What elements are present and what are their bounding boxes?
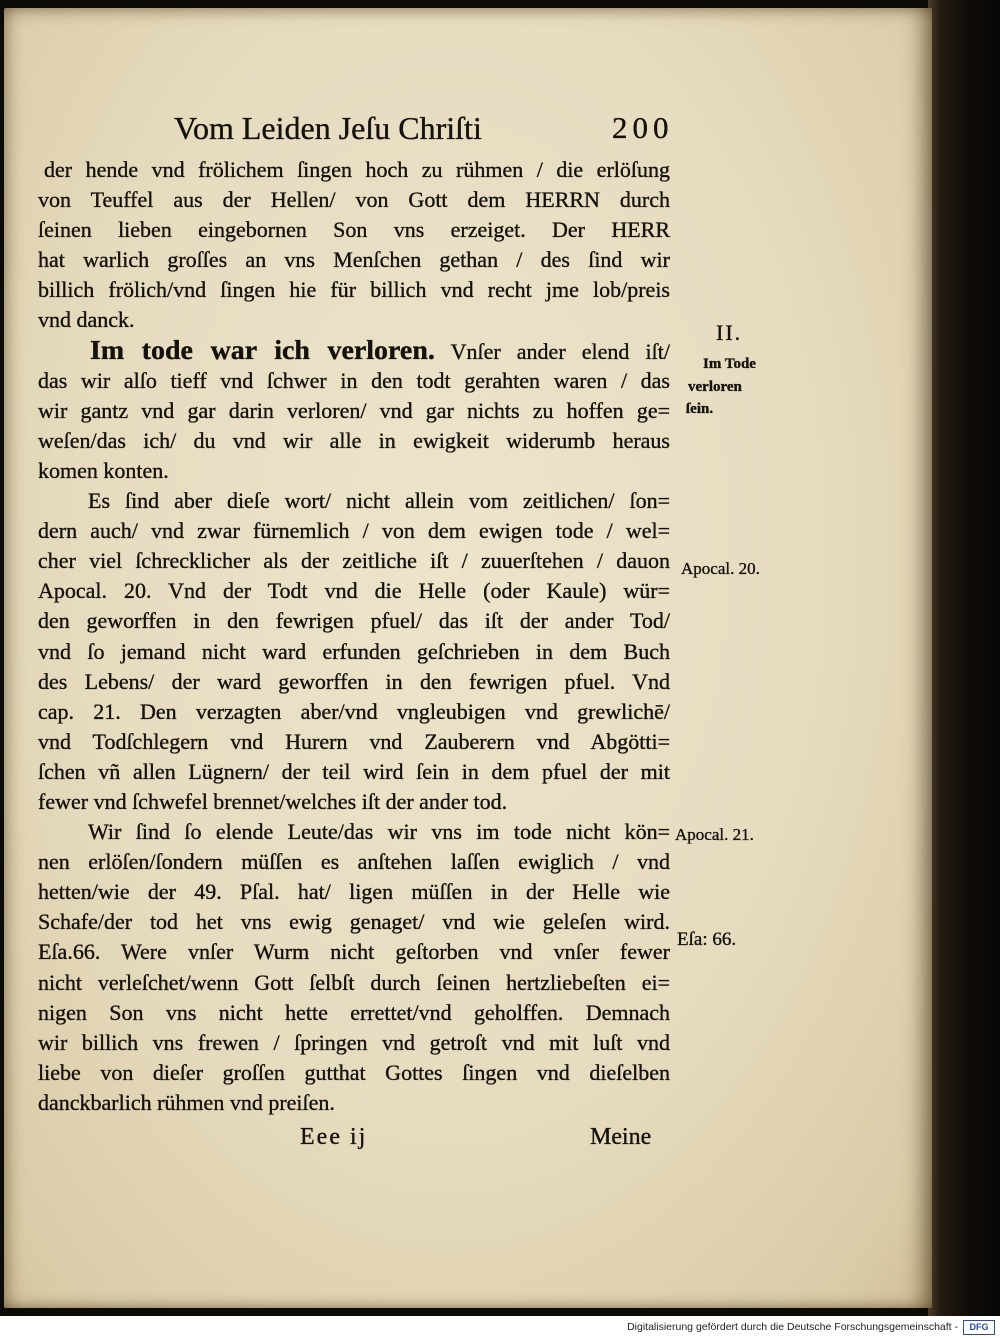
text-line: den geworffen in den fewrigen pfuel/ das iſt der ander Tod/ <box>38 608 670 634</box>
text-line: das wir alſo tieff vnd ſchwer in den todt gerahten waren / das <box>38 367 670 393</box>
digitization-footer <box>0 1316 1000 1338</box>
margin-note-line: verloren <box>688 379 742 395</box>
section-heading: Im tode war ich verloren. <box>90 334 435 366</box>
page-number: 200 <box>612 110 674 145</box>
text-line: fewer vnd ſchwefel brennet/welches iſt der ander tod. <box>38 788 508 814</box>
text-line: hat warlich groſſes an vns Menſchen gethan / des ſind wir <box>38 247 670 273</box>
text-line: liebe von dieſer groſſen gutthat Gottes ſingen vnd dieſelben <box>38 1059 670 1085</box>
text-line: des Lebens/ der ward geworffen in den fewrigen pfuel. Vnd <box>38 668 670 694</box>
text-line: Apocal. 20. Vnd der Todt vnd die Helle (oder Kaule) wür= <box>38 578 670 604</box>
text-line: wir gantz vnd gar darin verloren/ vnd gar nichts zu hoffen ge= <box>38 397 670 423</box>
text-line <box>38 336 670 366</box>
body-text <box>38 155 670 1118</box>
text-line: von Teuffel aus der Hellen/ von Gott dem HERRN durch <box>38 187 670 213</box>
scanner-bed-edge <box>928 0 1000 1316</box>
text-line: vnd Todſchlegern vnd Hurern vnd Zauberern vnd Abgötti= <box>38 728 670 754</box>
text-line: vnd danck. <box>38 307 135 333</box>
text-line: ſchen vñ allen Lügnern/ der teil wird ſein in dem pfuel der mit <box>38 758 670 784</box>
margin-reference-apocal-21: Apocal. 21. <box>675 825 754 844</box>
funding-notice: Digitalisierung gefördert durch die Deutsche Forschungsgemeinschaft - <box>627 1321 958 1333</box>
text-line: hetten/wie der 49. Pſal. hat/ ligen müſſen in der Helle wie <box>38 879 670 905</box>
text-line: Wir ſind ſo elende Leute/das wir vns im tode nicht kön= <box>88 819 670 845</box>
text-line: cap. 21. Den verzagten aber/vnd vngleubigen vnd grewlichē/ <box>38 698 670 724</box>
text-line: vnd ſo jemand nicht ward erfunden geſchrieben in dem Buch <box>38 638 670 664</box>
text-line: Eſa.66. Were vnſer Wurm nicht geſtorben vnd vnſer fewer <box>38 939 670 965</box>
text-line: weſen/das ich/ du vnd wir alle in ewigkeit widerumb heraus <box>38 427 670 453</box>
text-line: wir billich vns frewen / ſpringen vnd getroſt vnd mit luſt vnd <box>38 1029 670 1055</box>
text-line: Schafe/der tod het vns ewig genaget/ vnd wie geleſen wird. <box>38 909 670 935</box>
text-line: nigen Son vns nicht hette errettet/vnd geholffen. Demnach <box>38 999 670 1025</box>
text-line: komen konten. <box>38 457 169 483</box>
margin-note-line: Im Tode <box>703 356 756 372</box>
text-line: billich frölich/vnd ſingen hie für billich vnd recht jme lob/preis <box>38 277 670 303</box>
line-text: Vnſer ander elend iſt/ <box>450 338 670 364</box>
margin-section-number: II. <box>716 320 743 345</box>
margin-note-line: ſein. <box>686 401 714 417</box>
text-line: ſeinen lieben eingebornen Son vns erzeiget. Der HERR <box>38 217 670 243</box>
catchword: Meine <box>590 1124 652 1150</box>
text-line: cher viel ſchrecklicher als der zeitliche iſt / zuuerſtehen / dauon <box>38 548 670 574</box>
running-title: Vom Leiden Jeſu Chriſti <box>174 110 482 146</box>
text-line: dern auch/ vnd zwar fürnemlich / von dem ewigen tode / wel= <box>38 518 670 544</box>
text-line: nicht verleſchet/wenn Gott ſelbſt durch ſeinen hertzliebeſten ei= <box>38 969 670 995</box>
dfg-logo: DFG <box>963 1320 995 1335</box>
margin-reference-apocal-20: Apocal. 20. <box>681 559 760 578</box>
margin-reference-esa-66: Eſa: 66. <box>677 929 737 950</box>
text-line: Es ſind aber dieſe wort/ nicht allein vom zeitlichen/ ſon= <box>88 488 670 514</box>
text-line: danckbarlich rühmen vnd preiſen. <box>38 1089 335 1115</box>
text-line: der hende vnd frölichem ſingen hoch zu rühmen / die erlöſung <box>44 157 670 182</box>
text-line: nen erlöſen/ſondern müſſen es anſtehen laſſen ewiglich / vnd <box>38 849 670 875</box>
signature-mark: Eee ij <box>300 1124 368 1150</box>
